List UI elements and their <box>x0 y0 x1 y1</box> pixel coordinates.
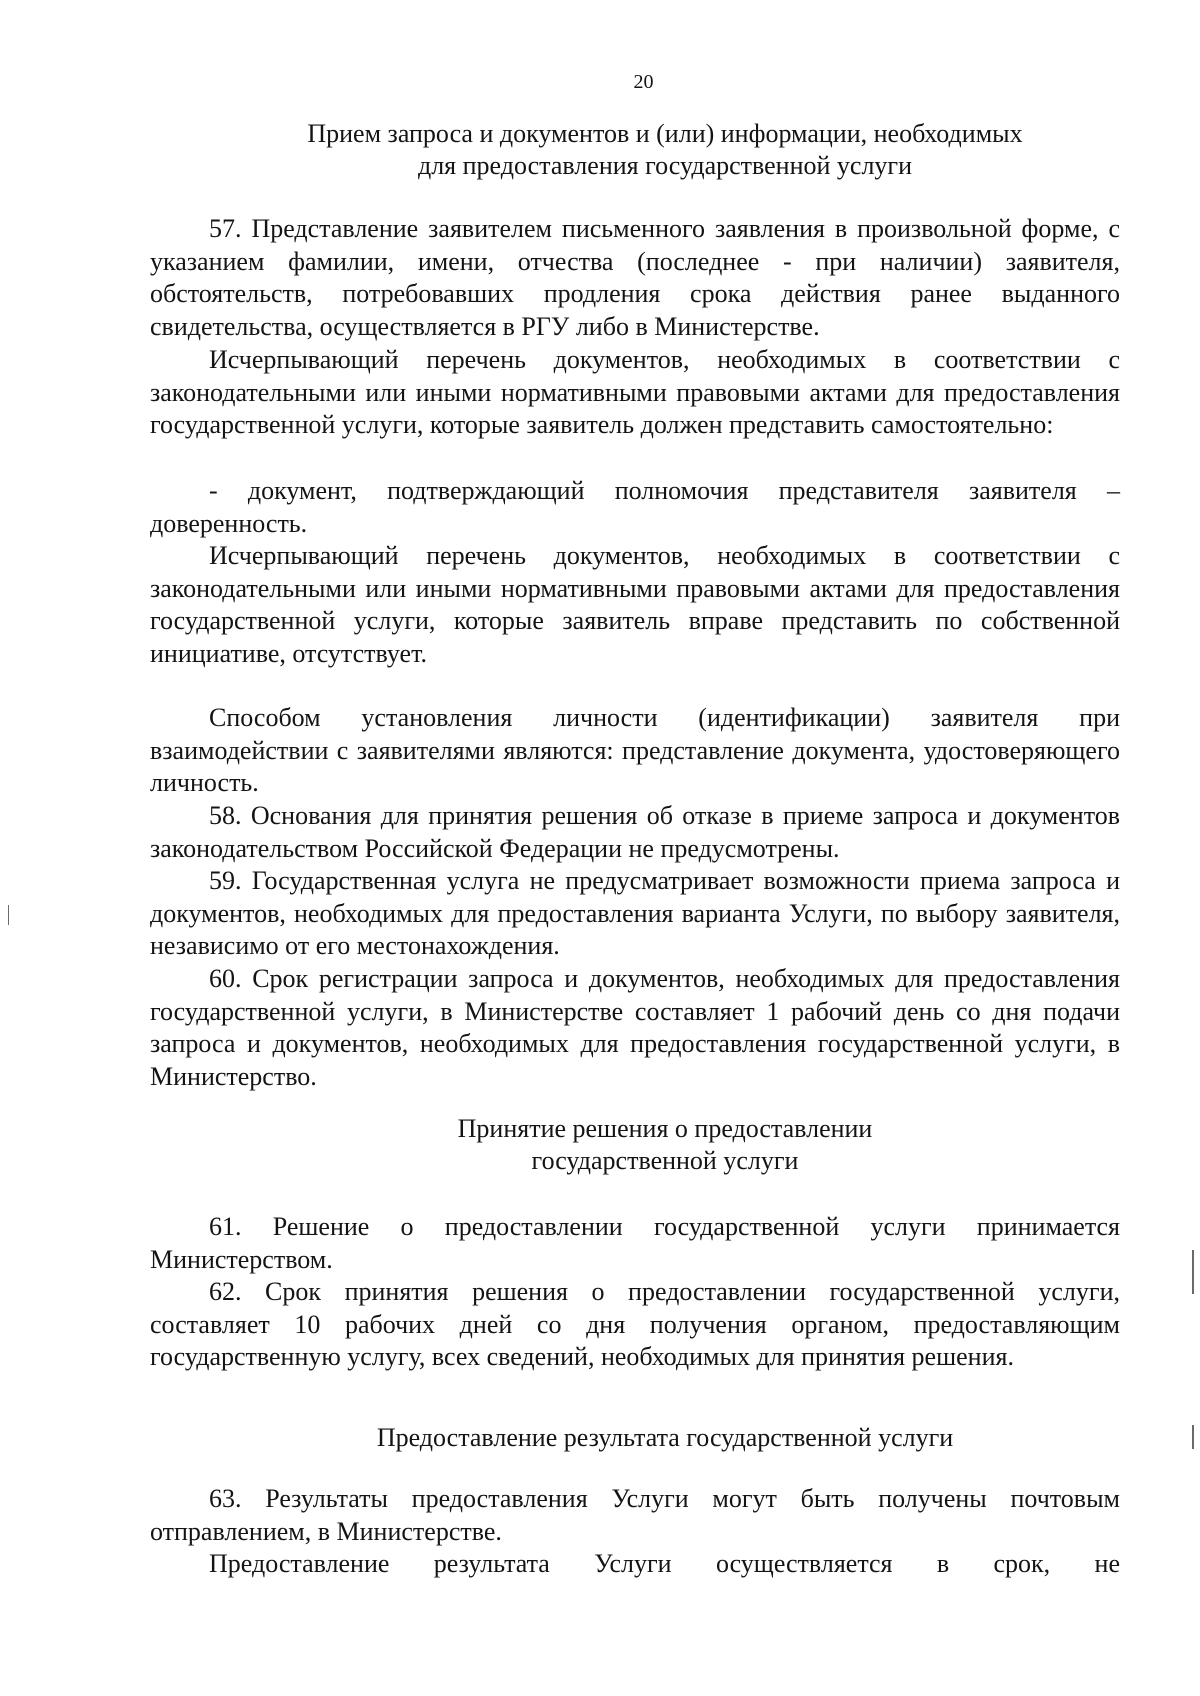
paragraph-57: 57. Представление заявителем письменного заявления в произвольной форме, с указанием фамилии, имени, отчества (последнее - при наличии) заявителя, обстоятельств, потребовавших продления срока действия ранее выданного свидетельства, осуществляется в РГУ либо в Министерстве. <box>150 214 1120 341</box>
paragraph-power-of-attorney: - документ, подтверждающий полномочия представителя заявителя – доверенность. <box>150 476 1120 538</box>
paragraph-61: 61. Решение о предоставлении государственной услуги принимается Министерством. <box>150 1212 1120 1274</box>
section-heading <box>150 1422 1180 1454</box>
section-heading <box>150 118 1180 182</box>
paragraph-62: 62. Срок принятия решения о предоставлении государственной услуги, составляет 10 рабочих дней со дня получения органом, предоставляющим государственную услугу, всех сведений, необходимых для принятия решения. <box>150 1277 1120 1371</box>
paragraph-58: 58. Основания для принятия решения об отказе в приеме запроса и документов законодательством Российской Федерации не предусмотрены. <box>150 801 1120 863</box>
paragraph-59: 59. Государственная услуга не предусматривает возможности приема запроса и документов, необходимых для предоставления варианта Услуги, по выбору заявителя, независимо от его местонахождения. <box>150 866 1120 960</box>
heading-line: Принятие решения о предоставлении <box>457 1114 873 1143</box>
paragraph-optional-documents: Исчерпывающий перечень документов, необходимых в соответствии с законодательными или иными нормативными правовыми актами для предоставления государственной услуги, которые заявитель вправе представить по собственной инициативе, отсутствует. <box>150 541 1120 668</box>
scan-edge-mark <box>1192 1425 1194 1449</box>
paragraph-63: 63. Результаты предоставления Услуги могут быть получены почтовым отправлением, в Министерстве. <box>150 1484 1120 1546</box>
section-heading <box>150 1113 1180 1177</box>
heading-line: для предоставления государственной услуги <box>417 151 913 180</box>
paragraph-result-term: Предоставление результата Услуги осуществляется в срок, не <box>209 1549 1120 1578</box>
heading-line: Прием запроса и документов и (или) информации, необходимых <box>307 119 1023 148</box>
heading-line: Предоставление результата государственной услуги <box>376 1423 954 1452</box>
heading-line: государственной услуги <box>531 1146 799 1175</box>
paragraph-60: 60. Срок регистрации запроса и документов, необходимых для предоставления государственной услуги, в Министерстве составляет 1 рабочий день со дня подачи запроса и документов, необходимых для предоставления государственной услуги, в Министерство. <box>150 964 1120 1091</box>
paragraph-required-documents: Исчерпывающий перечень документов, необходимых в соответствии с законодательными или иными нормативными правовыми актами для предоставления государственной услуги, которые заявитель должен представить самостоятельно: <box>150 345 1120 439</box>
scan-edge-mark <box>8 905 9 925</box>
page-number: 20 <box>633 71 654 93</box>
paragraph-identification: Способом установления личности (идентификации) заявителя при взаимодействии с заявителями являются: представление документа, удостоверяющего личность. <box>150 703 1120 797</box>
scan-edge-mark <box>1192 1250 1194 1294</box>
